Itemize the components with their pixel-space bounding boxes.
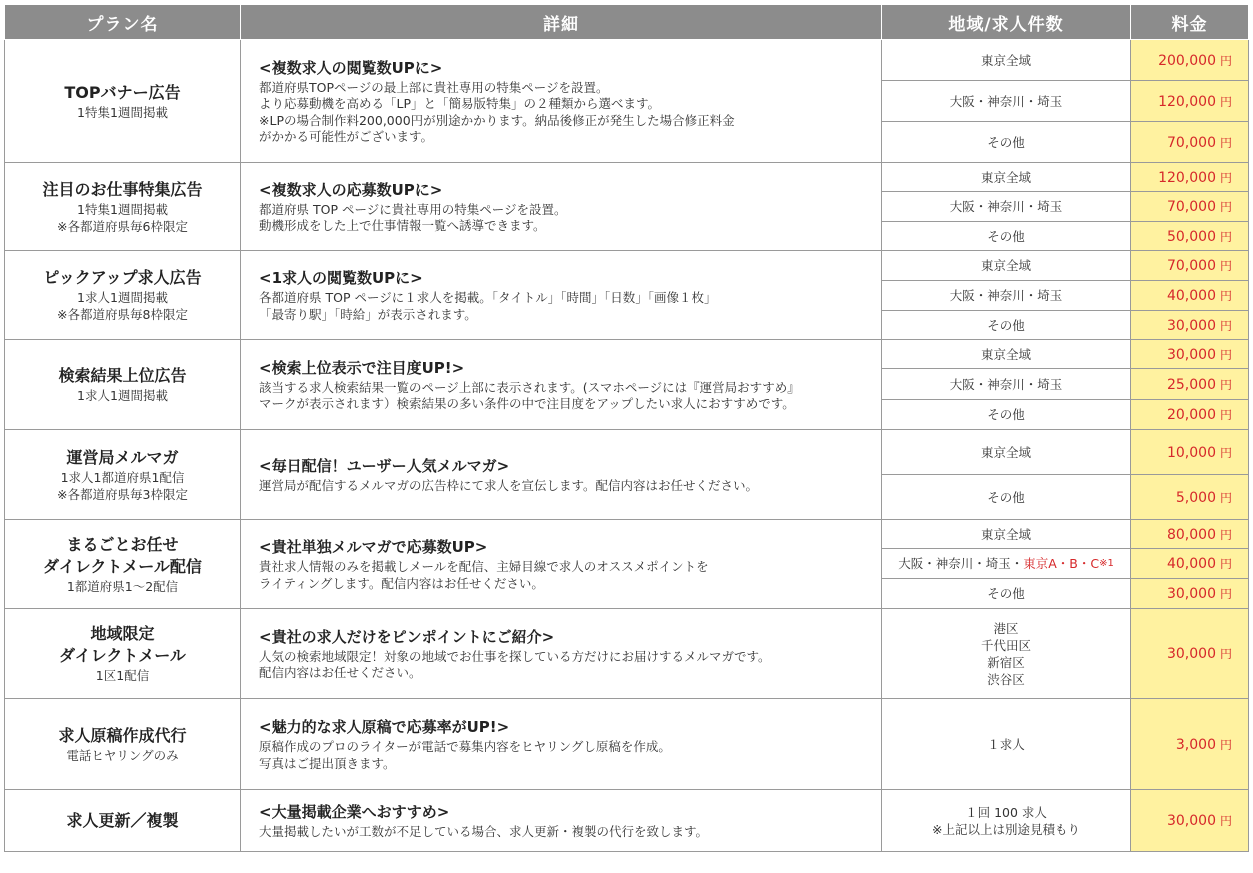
detail-cell <box>241 790 882 852</box>
yen-unit: 円 <box>1219 587 1232 601</box>
plan-name: 求人原稿作成代行 <box>58 725 187 745</box>
region-label: 東京全域 <box>980 346 1031 362</box>
region-label: 大阪・神奈川・埼玉・ <box>898 556 1024 571</box>
detail-cell <box>241 699 882 790</box>
header-plan: プラン名 <box>5 5 241 40</box>
price-value: 25,000 <box>1166 376 1216 393</box>
header-region: 地域/求人件数 <box>882 5 1131 40</box>
region-label: 東京全域 <box>980 444 1031 460</box>
plan-cell <box>5 251 241 340</box>
region-cell <box>882 790 1131 852</box>
region-label: １回 100 求人 ※上記以上は別途見積もり <box>932 804 1080 837</box>
price-cell <box>1131 222 1249 251</box>
price-value: 40,000 <box>1166 288 1216 304</box>
price-value: 30,000 <box>1166 346 1216 363</box>
yen-unit: 円 <box>1219 135 1232 150</box>
price-value: 80,000 <box>1166 526 1216 543</box>
yen-unit: 円 <box>1219 557 1232 571</box>
plan-name: ピックアップ求人広告 <box>43 268 202 287</box>
price-value: 70,000 <box>1166 134 1216 151</box>
plan-name: 検索結果上位広告 <box>58 366 187 385</box>
region-label: 東京全域 <box>980 169 1031 185</box>
plan-name: 運営局メルマガ <box>66 447 179 467</box>
region-cell <box>882 340 1131 369</box>
price-cell <box>1131 163 1249 192</box>
price-cell <box>1131 192 1249 222</box>
region-cell <box>882 81 1131 122</box>
price-value: 70,000 <box>1166 258 1216 274</box>
region-cell <box>882 699 1131 790</box>
region-label: 大阪・神奈川・埼玉 <box>949 288 1063 303</box>
plan-note: 1都道府県1～2配信 <box>66 578 179 594</box>
price-cell <box>1131 579 1249 609</box>
price-cell <box>1131 369 1249 400</box>
price-cell <box>1131 81 1249 122</box>
region-cell <box>882 192 1131 222</box>
detail-heading: <毎日配信！ユーザー人気メルマガ> <box>259 456 510 475</box>
price-cell <box>1131 549 1249 579</box>
plan-note: 1求人1週間掲載 ※各都道府県毎8枠限定 <box>57 290 188 322</box>
plan-note: 電話ヒヤリングのみ <box>66 747 179 763</box>
region-highlight: 東京A・B・C <box>1023 556 1100 571</box>
region-cell <box>882 579 1131 609</box>
plan-name: 地域限定 ダイレクトメール <box>59 624 186 665</box>
region-cell <box>882 400 1131 430</box>
detail-heading: <大量掲載企業へおすすめ> <box>259 802 450 821</box>
yen-unit: 円 <box>1219 347 1232 362</box>
plan-cell <box>5 163 241 251</box>
plan-cell <box>5 609 241 699</box>
detail-cell <box>241 163 882 251</box>
detail-heading: <貴社単独メルマガで応募数UP> <box>259 538 488 556</box>
detail-body: 都道府県 TOP ページに貴社専用の特集ページを設置。 動機形成をした上で仕事情報一覧へ誘導できます。 <box>259 201 567 233</box>
region-label: 大阪・神奈川・埼玉 <box>949 199 1063 214</box>
detail-body: 原稿作成のプロのライターが電話で募集内容をヒヤリングし原稿を作成。 写真はご提出頂きます。 <box>259 739 671 771</box>
detail-cell <box>241 430 882 520</box>
price-value: 3,000 <box>1175 736 1216 753</box>
region-label: その他 <box>987 489 1025 505</box>
region-cell <box>882 251 1131 281</box>
yen-unit: 円 <box>1219 170 1232 185</box>
plan-note: 1求人1週間掲載 <box>77 388 168 403</box>
yen-unit: 円 <box>1219 490 1232 505</box>
detail-heading: <複数求人の応募数UPに> <box>259 180 443 199</box>
region-label: 港区 千代田区 新宿区 渋谷区 <box>980 620 1031 687</box>
detail-heading: <魅力的な求人原稿で応募率がUP!> <box>259 718 510 736</box>
region-label: 大阪・神奈川・埼玉 <box>949 93 1063 109</box>
region-label: 東京全域 <box>980 52 1031 68</box>
plan-name: まるごとお任せ ダイレクトメール配信 <box>43 534 202 576</box>
price-cell <box>1131 311 1249 340</box>
region-cell <box>882 609 1131 699</box>
price-value: 30,000 <box>1166 646 1216 662</box>
plan-note: 1特集1週間掲載 ※各都道府県毎6枠限定 <box>57 201 188 234</box>
price-value: 20,000 <box>1166 407 1216 423</box>
price-cell <box>1131 281 1249 311</box>
yen-unit: 円 <box>1219 53 1232 68</box>
plan-row <box>5 251 1249 281</box>
detail-cell <box>241 340 882 430</box>
plan-cell <box>5 40 241 163</box>
region-cell <box>882 311 1131 340</box>
detail-heading: <検索上位表示で注目度UP!> <box>259 358 465 377</box>
price-value: 120,000 <box>1158 93 1216 110</box>
region-cell <box>882 369 1131 400</box>
region-label: 東京全域 <box>980 526 1031 542</box>
detail-body: 各都道府県 TOP ページに１求人を掲載。「タイトル」「時間」「日数」「画像１枚」 「最寄り駅」「時給」が表示されます。 <box>259 290 717 322</box>
region-cell <box>882 222 1131 251</box>
yen-unit: 円 <box>1219 814 1232 828</box>
yen-unit: 円 <box>1219 647 1232 661</box>
detail-body: 都道府県TOPページの最上部に貴社専用の特集ページを設置。 より応募動機を高める「LP」と「簡易版特集」の２種類から選べます。 ※LPの場合制作料200,000円が別途かかります。納品後修正が発生した場合修正料金 がかかる可能性がございます。 <box>259 79 735 144</box>
plan-note: 1求人1都道府県1配信 ※各都道府県毎3枠限定 <box>57 469 188 502</box>
plan-row <box>5 609 1249 699</box>
price-value: 200,000 <box>1158 52 1216 69</box>
detail-body: 貴社求人情報のみを掲載しメールを配信、主婦目線で求人のオススメポイントを ライティングします。配信内容はお任せください。 <box>259 559 709 591</box>
price-value: 30,000 <box>1166 586 1216 602</box>
plan-row <box>5 340 1249 369</box>
region-cell <box>882 549 1131 579</box>
price-cell <box>1131 790 1249 852</box>
plan-name: 注目のお仕事特集広告 <box>42 179 203 199</box>
price-value: 30,000 <box>1166 317 1216 334</box>
detail-heading: <1求人の閲覧数UPに> <box>259 269 423 287</box>
region-label: １求人 <box>987 736 1025 752</box>
table-header-row <box>5 5 1249 40</box>
plan-cell <box>5 340 241 430</box>
detail-cell <box>241 520 882 609</box>
region-cell <box>882 520 1131 549</box>
region-label: その他 <box>987 228 1025 244</box>
plan-cell <box>5 520 241 609</box>
price-cell <box>1131 520 1249 549</box>
yen-unit: 円 <box>1219 408 1232 422</box>
region-label: その他 <box>987 317 1025 333</box>
yen-unit: 円 <box>1219 445 1232 460</box>
region-label: その他 <box>987 586 1025 601</box>
region-label: 大阪・神奈川・埼玉 <box>949 376 1063 392</box>
price-value: 30,000 <box>1166 813 1216 829</box>
detail-body: 大量掲載したいが工数が不足している場合、求人更新・複製の代行を致します。 <box>259 823 709 839</box>
yen-unit: 円 <box>1219 94 1232 109</box>
plan-note: 1特集1週間掲載 <box>77 104 168 120</box>
detail-cell <box>241 609 882 699</box>
price-cell <box>1131 400 1249 430</box>
price-value: 120,000 <box>1158 169 1216 186</box>
price-value: 10,000 <box>1166 444 1216 461</box>
region-cell <box>882 163 1131 192</box>
plan-name: 求人更新／複製 <box>66 810 179 830</box>
header-detail: 詳細 <box>241 5 882 40</box>
price-value: 50,000 <box>1166 228 1216 245</box>
price-cell <box>1131 699 1249 790</box>
plan-row <box>5 163 1249 192</box>
yen-unit: 円 <box>1219 200 1232 214</box>
yen-unit: 円 <box>1219 318 1232 333</box>
detail-body: 人気の検索地域限定！対象の地域でお仕事を探している方だけにお届けするメルマガです。 配信内容はお任せください。 <box>259 648 771 680</box>
detail-body: 運営局が配信するメルマガの広告枠にて求人を宣伝します。配信内容はお任せください。 <box>259 477 759 493</box>
detail-body: 該当する求人検索結果一覧のページ上部に表示されます。(スマホページには『運営局おすすめ』 マークが表示されます）検索結果の多い条件の中で注目度をアップしたい求人におすすめです。 <box>259 379 800 411</box>
price-cell <box>1131 251 1249 281</box>
header-price: 料金 <box>1131 5 1249 40</box>
detail-heading: <貴社の求人だけをピンポイントにご紹介> <box>259 627 555 646</box>
region-cell <box>882 475 1131 520</box>
price-cell <box>1131 430 1249 475</box>
price-cell <box>1131 40 1249 81</box>
yen-unit: 円 <box>1219 737 1232 752</box>
plan-name: TOPバナー広告 <box>64 82 181 102</box>
plan-cell <box>5 430 241 520</box>
yen-unit: 円 <box>1219 289 1232 303</box>
region-label: 東京全域 <box>980 258 1031 273</box>
plan-note: 1区1配信 <box>95 668 150 683</box>
price-value: 5,000 <box>1175 489 1216 506</box>
price-value: 40,000 <box>1166 556 1216 572</box>
plan-row <box>5 790 1249 852</box>
pricing-table-body <box>5 40 1249 852</box>
detail-cell <box>241 40 882 163</box>
price-cell <box>1131 340 1249 369</box>
region-label: その他 <box>987 407 1025 422</box>
detail-heading: <複数求人の閲覧数UPに> <box>259 58 443 77</box>
yen-unit: 円 <box>1219 259 1232 273</box>
yen-unit: 円 <box>1219 377 1232 392</box>
region-cell <box>882 281 1131 311</box>
footnote-mark: ※1 <box>1099 558 1114 569</box>
price-value: 70,000 <box>1166 199 1216 215</box>
price-cell <box>1131 475 1249 520</box>
plan-row <box>5 699 1249 790</box>
yen-unit: 円 <box>1219 229 1232 244</box>
plan-row <box>5 430 1249 475</box>
yen-unit: 円 <box>1219 527 1232 542</box>
plan-cell <box>5 699 241 790</box>
detail-cell <box>241 251 882 340</box>
plan-cell <box>5 790 241 852</box>
region-cell <box>882 430 1131 475</box>
plan-row <box>5 520 1249 549</box>
price-cell <box>1131 122 1249 163</box>
region-label: その他 <box>987 134 1025 150</box>
pricing-table <box>4 4 1249 852</box>
region-cell <box>882 40 1131 81</box>
region-cell <box>882 122 1131 163</box>
plan-row <box>5 40 1249 81</box>
price-cell <box>1131 609 1249 699</box>
